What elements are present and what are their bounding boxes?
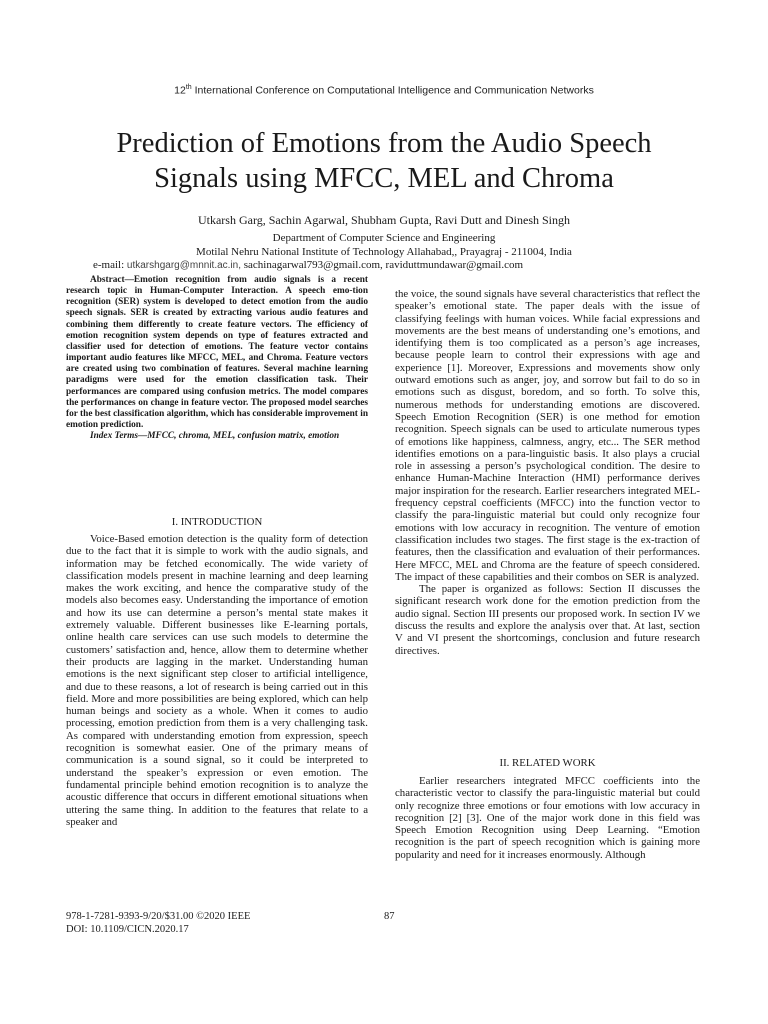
intro-continued-paragraph: the voice, the sound signals have several characteristics that reflect the speaker’s emotional state. The paper deals with the issue of classifying feelings with human voices. While facial expressions and movements are the best means of understanding one’s emotions, and identifying them is too complicated as a person’s age increases, because people learn to control their expressions with age and experience [1]. Moreover, Expressions and movements show only outward emotions such as anger, joy, and sorrow but fail to do so in emotions such as disgust, boredom, and so forth. To solve this, numerous methods for understanding emotions are discovered. Speech Emotion Recognition (SER) is one method for emotion recognition. Speech signals can be used to articulate numerous types of emotions like happiness, calmness, angry, etc... The SER method identifies emotions on a para-linguistic basis. It also plays a crucial role in assessing a person’s psychological condition. The desire to enhance Human-Machine Interaction (HMI) performance derives major inspiration for the research. Earlier researchers integrated MEL-frequency cepstral coefficients (MFCC) into the function vector to classify the para-linguistic material but could only recognize four emotions with low accuracy in recognition. The venture of emotion classification includes two stages. The first stage is the ex-traction of features, then the classification and evaluation of their performances. Here MFCC, MEL and Chroma are the feature of speech considered. The impact of these capabilities and their combos on SER is analyzed. <box>395 288 700 583</box>
footer-copyright <box>66 910 250 936</box>
email-address-1: utkarshgarg@mnnit.ac.in, <box>126 260 241 271</box>
paper-title <box>60 126 708 196</box>
institute: Motilal Nehru National Institute of Technology Allahabad,, Prayagraj - 211004, India <box>196 246 572 258</box>
conference-ordinal: 12 <box>174 84 186 97</box>
paper-organization-paragraph: The paper is organized as follows: Section II discusses the significant research work done for the emotion prediction from the audio signal. Section III presents our proposed work. In section IV we discuss the results and explore the analysis over that. At last, section V and VI present the shortcomings, conclusion and future research directives. <box>395 583 700 657</box>
paper-title-line-1: Prediction of Emotions from the Audio Speech <box>116 128 652 159</box>
author-list: Utkarsh Garg, Sachin Agarwal, Shubham Gupta, Ravi Dutt and Dinesh Singh <box>197 213 571 227</box>
index-terms: Index Terms—MFCC, chroma, MEL, confusion matrix, emotion <box>90 431 340 442</box>
related-work-paragraph: Earlier researchers integrated MFCC coefficients into the characteristic vector to classify the para-linguistic material but could only recognize three emotions or four emotions with low accuracy in recognition [2] [3]. One of the major work done in this field was Speech Emotion Recognition using Deep Learning. “Emotion recognition is the part of speech recognition which is gaining more popularity and need for it increases enormously. Although <box>395 775 700 861</box>
introduction-body <box>66 533 368 828</box>
email-addresses: sachinagarwal793@gmail.com, raviduttmundawar@gmail.com <box>241 259 524 271</box>
department: Department of Computer Science and Engineering <box>272 232 496 244</box>
conference-name: International Conference on Computational Intelligence and Communication Networks <box>191 84 594 97</box>
doi-line: DOI: 10.1109/CICN.2020.17 <box>66 924 189 935</box>
introduction-paragraph: Voice-Based emotion detection is the quality form of detection due to the fact that it is simple to work with the audio signals, and information may be fetched economically. The wide variety of classification models present in machine learning and deep learning makes the work exciting, and hence the comparative study of the models also becomes easy. Understanding the importance of emotion and how its use can determine a person’s mental state makes it extremely valuable. Different businesses like E-learning portals, online health care services can use such models to determine the customers’ satisfaction and, hence, allow them to determine whether their products are lagging in the market. Understanding human emotions is the next significant step closer to artificial intelligence, and due to these reasons, a lot of research is being carried out in this field. More and more possibilities are being explored, which can help human beings and society as a whole. When it comes to audio processing, emotion prediction from them is a very challenging task. As compared with understanding emotion from expression, speech recognition is somewhat easier. One of the primary means of communication is a sound signal, so it could be interpreted to understand the speaker’s expression or even emotion. The fundamental principle behind emotion recognition is to analyze the acoustic difference that occurs in different emotional situations when uttering the same thing. In addition to the features that relate to a speaker and <box>66 533 368 828</box>
related-work-body <box>395 775 700 861</box>
section-heading-related-work: II. RELATED WORK <box>499 757 596 769</box>
abstract <box>66 275 368 442</box>
isbn-line: 978-1-7281-9393-9/20/$31.00 ©2020 IEEE <box>66 911 251 922</box>
section-heading-introduction: I. INTRODUCTION <box>171 516 263 528</box>
email-label: e-mail: <box>93 259 127 271</box>
page-number: 87 <box>384 911 395 922</box>
paper-title-line-2: Signals using MFCC, MEL and Chroma <box>154 163 614 194</box>
abstract-text: Abstract—Emotion recognition from audio signals is a recent research topic in Human-Computer Interaction. A speech emo-tion recognition (SER) system is developed to detect emotion from the audio speech signals. SER is created by extracting various audio features and combining them differently to create feature vectors. The efficiency of emotion recognition system depends on type of features extracted and classifier used for detection of emotions. The feature vector contains important audio features like MFCC, MEL, and Chroma. Feature vectors are created using two combination of features. Several machine learning paradigms were used for the emotion classification task. Their performances are compared using confusion metrics. The model compares the performances on change in feature vector. The proposed model searches for the best classification algorithm, which has considerable improvement in emotion prediction. <box>66 275 368 431</box>
conference-header <box>0 84 768 97</box>
email-line <box>93 259 523 271</box>
conference-ordinal-suffix: th <box>185 84 192 91</box>
right-column-intro-continued <box>395 288 700 657</box>
